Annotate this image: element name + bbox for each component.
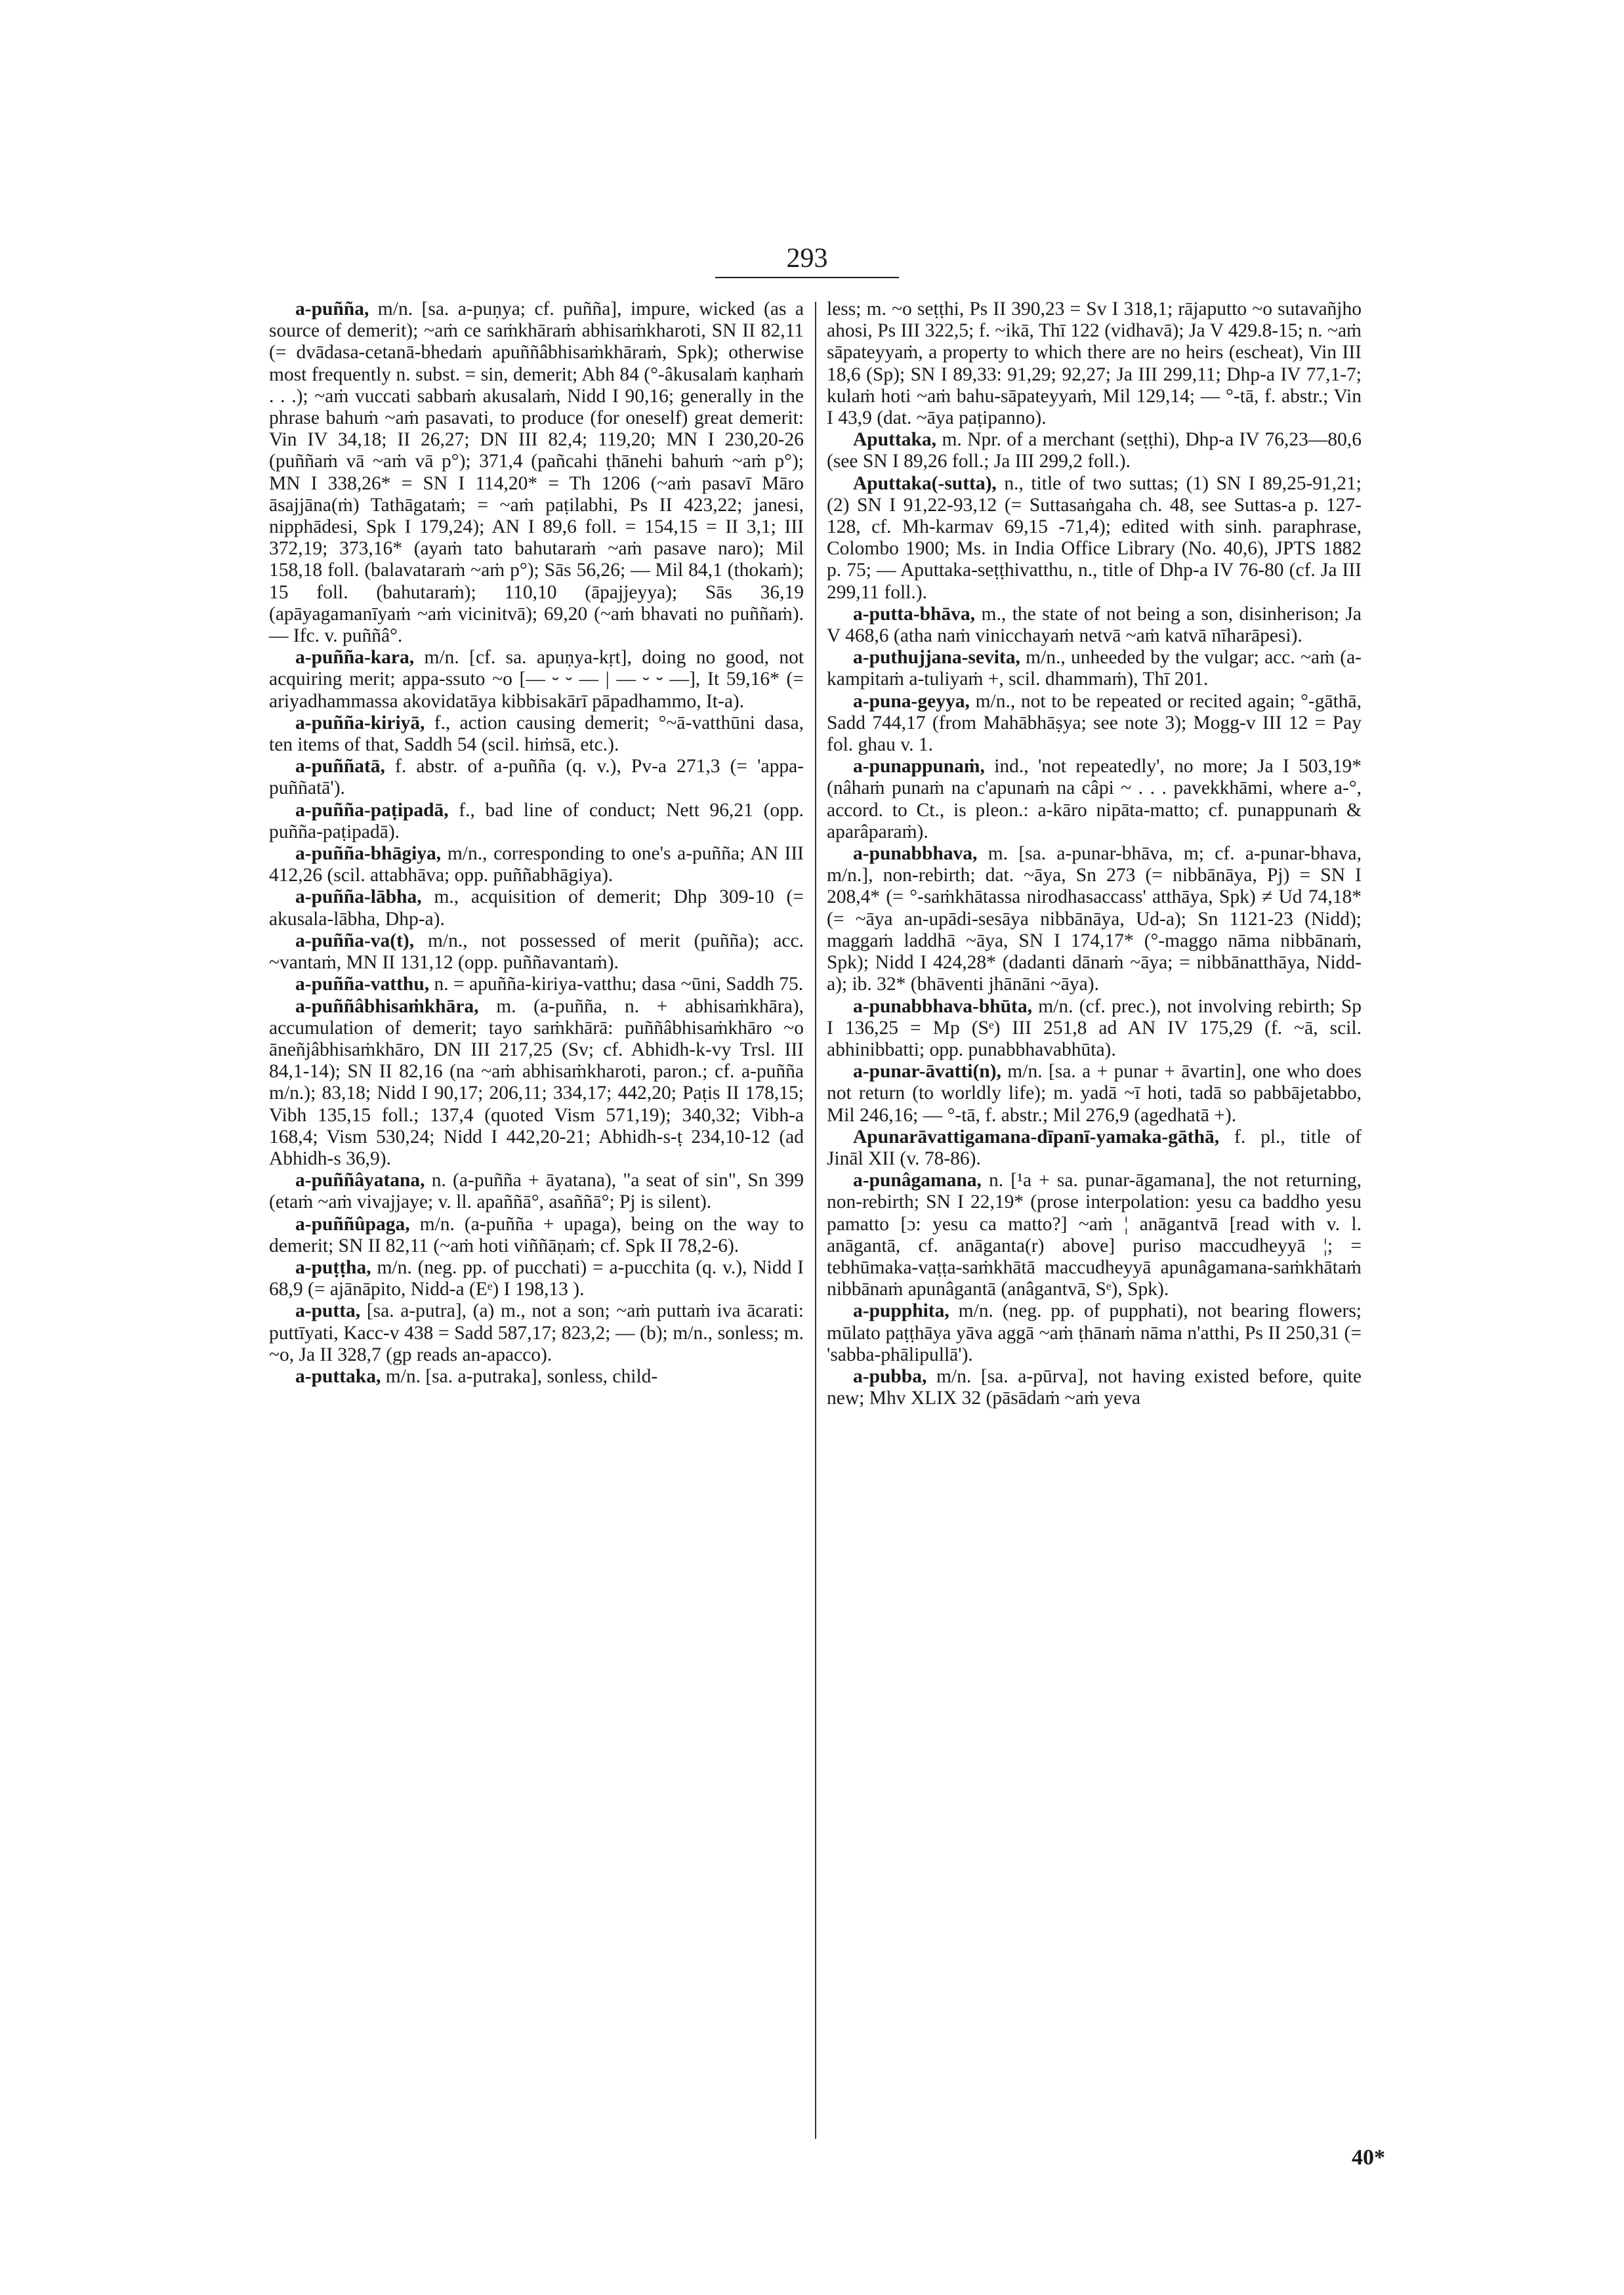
entry-text: m. [sa. a-punar-bhāva, m; cf. a-punar-bhava, m/n.], non-rebirth; dat. ~āya, Sn 273 (= nibbānāya, Pj) = SN I 208,4* (= °-saṁkhātassa nirodhasaccass' atthāya, Spk) ≠ Ud 74,18* (= ~āya an-upādi-sesāya nibbānāya, Ud-a); Sn 1121-23 (Nidd); maggaṁ laddhā ~āya, SN I 174,17* (°-maggo nāma nibbānaṁ, Spk); Nidd I 424,28* (dadanti dānaṁ ~āya; = nibbānatthāya, Nidd-a); ib. 32* (bhāventi jhānāni ~āya).: [827, 843, 1362, 995]
entry-text: m/n. (a-puñña + upaga), being on the way to demerit; SN II 82,11 (~aṁ hoti viññāṇaṁ; cf. Spk II 78,2-6).: [269, 1213, 804, 1256]
entry-text: ind., 'not repeatedly', no more; Ja I 503,19* (nâhaṁ punaṁ na c'apunaṁ na câpi ~ . . . pavekkhāmi, where a-°, accord. to Ct., is pleon.: a-kāro nipāta-matto; cf. punappunaṁ & aparâparaṁ).: [827, 756, 1362, 842]
dictionary-entry: [827, 647, 1362, 690]
entry-text: less; m. ~o seṭṭhi, Ps II 390,23 = Sv I 318,1; rājaputto ~o sutavañjho ahosi, Ps III 322,5; f. ~ikā, Thī 122 (vidhavā); Ja V 429.8-15; n. ~aṁ sāpateyyaṁ, a property to which there are no heirs (escheat), Vin III 18,6 (Sp); SN I 89,33: 91,29; 92,27; Ja III 299,11; Dhp-a IV 77,1-7; kulaṁ hoti ~aṁ bahu-sāpateyyaṁ, Mil 129,14; — °-tā, f. abstr.; Vin I 43,9 (dat. ~āya paṭipanno).: [827, 299, 1362, 429]
left-column: [269, 299, 804, 1388]
page-number: 293: [786, 243, 828, 274]
dictionary-entry: [827, 1366, 1362, 1409]
entry-headword: a-punar-āvatti(n),: [853, 1061, 1001, 1083]
dictionary-entry: [827, 1061, 1362, 1127]
dictionary-entry: [269, 886, 804, 930]
entry-text: n. = apuñña-kiriya-vatthu; dasa ~ūni, Saddh 75.: [434, 974, 804, 995]
dictionary-entry: [827, 691, 1362, 756]
entry-headword: a-pubba,: [853, 1365, 927, 1387]
entry-text: m/n. (cf. prec.), not involving rebirth; Sp I 136,25 = Mp (Sᵉ) III 251,8 ad AN IV 175,29 (f. ~ā, scil. abhinibbatti; opp. punabbhavabhūta).: [827, 995, 1362, 1060]
dictionary-entry: [827, 1300, 1362, 1366]
entry-headword: a-puññâyatana,: [295, 1170, 425, 1191]
column-divider: [815, 302, 816, 2139]
entry-text: m/n. [sa. a + punar + āvartin], one who does not return (to worldly life); m. yadā ~ī hoti, tadā so pabbājetabbo, Mil 246,16; — °-tā, f. abstr.; Mil 276,9 (agedhatā +).: [827, 1061, 1362, 1126]
entry-headword: a-pupphita,: [853, 1300, 949, 1322]
entry-headword: a-puna-geyya,: [853, 690, 970, 712]
entry-headword: a-punappunaṁ,: [853, 756, 985, 777]
entry-headword: Apunarāvattigamana-dīpanī-yamaka-gāthā,: [853, 1126, 1220, 1148]
dictionary-entry: [269, 756, 804, 799]
entry-text: m., the state of not being a son, disinherison; Ja V 468,6 (atha naṁ vinicchayaṁ netvā ~aṁ katvā nīharāpesi).: [827, 603, 1362, 647]
dictionary-entry: [269, 1366, 804, 1388]
entry-headword: a-puttaka,: [295, 1365, 381, 1387]
entry-headword: a-puñña-paṭipadā,: [295, 799, 449, 821]
dictionary-entry: [827, 756, 1362, 843]
dictionary-entry: [827, 473, 1362, 604]
entry-headword: a-puñña-vatthu,: [295, 974, 430, 995]
dictionary-entry: [269, 996, 804, 1170]
entry-headword: a-putta-bhāva,: [853, 603, 976, 625]
dictionary-entry: [269, 974, 804, 995]
dictionary-entry: [269, 1170, 804, 1213]
entry-headword: a-punabbhava,: [853, 843, 978, 865]
entry-text: m/n. [sa. a-putraka], sonless, child-: [385, 1365, 658, 1387]
entry-text: m/n., not possessed of merit (puñña); acc. ~vantaṁ, MN II 131,12 (opp. puññavantaṁ).: [269, 930, 804, 974]
entry-headword: a-puññâbhisaṁkhāra,: [295, 995, 479, 1017]
entry-text: m/n. (neg. pp. of pupphati), not bearing flowers; mūlato paṭṭhāya yāva aggā ~aṁ ṭhānaṁ nāma n'atthi, Ps II 250,31 (= 'sabba-phālipullā').: [827, 1300, 1362, 1365]
entry-headword: a-puñña-kiriyā,: [295, 712, 425, 734]
page-signature: 40*: [1352, 2145, 1385, 2170]
entry-headword: a-puññûpaga,: [295, 1213, 410, 1235]
entry-text: m. Npr. of a merchant (seṭṭhi), Dhp-a IV 76,23—80,6 (see SN I 89,26 foll.; Ja III 299,2 foll.).: [827, 429, 1362, 472]
right-column: [827, 299, 1362, 1409]
entry-text: m/n. (neg. pp. of pucchati) = a-pucchita (q. v.), Nidd I 68,9 (= ajānāpito, Nidd-a (Eᵉ) I 198,13 ).: [269, 1256, 804, 1300]
entry-text: m/n. [sa. a-puṇya; cf. puñña], impure, wicked (as a source of demerit); ~aṁ ce saṁkhāraṁ abhisaṁkharoti, SN II 82,11 (= dvādasa-cetanā-bhedaṁ apuññâbhisaṁkhāraṁ, Spk); otherwise most frequently n. subst. = sin, demerit; Abh 84 (°-âkusalaṁ kaṇhaṁ . . .); ~aṁ vuccati sabbaṁ akusalaṁ, Nidd I 90,16; generally in the phrase bahuṁ ~aṁ pasavati, to produce (for oneself) great demerit: Vin IV 34,18; II 26,27; DN III 82,4; 119,20; MN I 230,20-26 (puññaṁ vā ~aṁ vā p°); 371,4 (pañcahi ṭhānehi bahuṁ ~aṁ p°); MN I 338,26* = SN I 114,20* = Th 1206 (~aṁ pasavī Māro āsajjāna(ṁ) Tathāgataṁ; = ~aṁ paṭilabhi, Ps II 423,22; janesi, nipphādesi, Spk I 179,24); AN I 89,6 foll. = 154,15 = II 3,1; III 372,19; 373,16* (ayaṁ tato bahutaraṁ ~aṁ pasave naro); Mil 158,18 foll. (balavataraṁ ~aṁ p°); Sās 56,26; — Mil 84,1 (thokaṁ); 15 foll. (bahutaraṁ); 110,10 (āpajjeyya); Sās 36,19 (apāyagamanīyaṁ ~aṁ vicinitvā); 69,20 (~aṁ bhavati no puññaṁ). — Ifc. v. puññâ°.: [269, 299, 804, 647]
entry-text: m/n., not to be repeated or recited again; °-gāthā, Sadd 744,17 (from Mahābhāṣya; see note 3); Mogg-v III 12 = Pay fol. ghau v. 1.: [827, 690, 1362, 756]
dictionary-entry: [269, 800, 804, 843]
dictionary-entry: [827, 1127, 1362, 1170]
dictionary-entry: [269, 1257, 804, 1300]
entry-headword: a-puñña-kara,: [295, 647, 415, 669]
dictionary-entry: [269, 930, 804, 974]
dictionary-entry: [827, 429, 1362, 472]
entry-headword: a-puñña-va(t),: [295, 930, 415, 951]
entry-text: n. [¹a + sa. punar-āgamana], the not returning, non-rebirth; SN I 22,19* (prose interpolation: yesu ca baddho yesu pamatto [ɔ: yesu ca matto?] ~aṁ ¦ anāgantvā [read with v. l. anāgantā, cf. anāganta(r) above] puriso maccudheyyā ¦; = tebhūmaka-vaṭṭa-saṁkhātā maccudheyyā apunâgamana-saṁkhātaṁ nibbānaṁ apunâgantā (anâgantvā, Sᵉ), Spk).: [827, 1170, 1362, 1300]
entry-text: m/n., corresponding to one's a-puñña; AN III 412,26 (scil. attabhāva; opp. puññabhāgiya).: [269, 843, 804, 886]
entry-text: m/n., unheeded by the vulgar; acc. ~aṁ (a-kampitaṁ a-tuliyaṁ +, scil. dhammaṁ), Thī 201.: [827, 647, 1362, 690]
entry-text: m., acquisition of demerit; Dhp 309-10 (= akusala-lābha, Dhp-a).: [269, 886, 804, 930]
entry-text: f. abstr. of a-puñña (q. v.), Pv-a 271,3 (= 'appa-puññatā').: [269, 756, 804, 799]
entry-text: n., title of two suttas; (1) SN I 89,25-91,21; (2) SN I 91,22-93,12 (= Suttasaṅgaha ch. 48, see Suttas-a p. 127-128, cf. Mh-karmav 69,15 -71,4); edited with sinh. paraphrase, Colombo 1900; Ms. in India Office Library (No. 40,6), JPTS 1882 p. 75; — Aputtaka-seṭṭhivatthu, n., title of Dhp-a IV 76-80 (cf. Ja III 299,11 foll.).: [827, 472, 1362, 603]
entry-headword: a-puñña-bhāgiya,: [295, 843, 442, 865]
entry-text: f. pl., title of Jināl XII (v. 78-86).: [827, 1126, 1362, 1169]
entry-headword: Aputtaka(-sutta),: [853, 472, 997, 494]
dictionary-entry: [269, 1214, 804, 1257]
entry-headword: a-putta,: [295, 1300, 361, 1322]
dictionary-entry: [827, 843, 1362, 995]
header-rule: [715, 277, 899, 278]
entry-headword: a-puñña,: [295, 299, 369, 320]
entry-headword: a-puṭṭha,: [295, 1256, 371, 1278]
dictionary-entry: [269, 1300, 804, 1366]
entry-text: [sa. a-putra], (a) m., not a son; ~aṁ puttaṁ iva ācarati: puttīyati, Kacc-v 438 = Sadd 587,17; 823,2; — (b); m/n., sonless; m. ~o, Ja II 328,7 (gp reads an-apacco).: [269, 1300, 804, 1365]
dictionary-entry-continued: [827, 299, 1362, 429]
entry-headword: a-puthujjana-sevita,: [853, 647, 1020, 669]
entry-headword: a-punabbhava-bhūta,: [853, 995, 1033, 1017]
entry-headword: a-puññatā,: [295, 756, 385, 777]
entry-text: f., bad line of conduct; Nett 96,21 (opp. puñña-paṭipadā).: [269, 799, 804, 842]
dictionary-entry: [269, 299, 804, 647]
dictionary-entry: [269, 647, 804, 713]
entry-headword: a-punâgamana,: [853, 1170, 982, 1191]
entry-headword: a-puñña-lābha,: [295, 886, 422, 908]
entry-text: m/n. [cf. sa. apuṇya-kṛt], doing no good, not acquiring merit; appa-ssuto ~o [— ⏑ ⏑ — | — ⏑ ⏑ —], It 59,16* (= ariyadhammassa akovidatāya kibbisakārī pāpadhammo, It-a).: [269, 647, 804, 712]
dictionary-entry: [827, 996, 1362, 1062]
dictionary-entry: [269, 843, 804, 886]
entry-text: m/n. [sa. a-pūrva], not having existed before, quite new; Mhv XLIX 32 (pāsādaṁ ~aṁ yeva: [827, 1365, 1362, 1409]
entry-text: f., action causing demerit; °~ā-vatthūni dasa, ten items of that, Saddh 54 (scil. hiṁsā, etc.).: [269, 712, 804, 756]
dictionary-entry: [269, 713, 804, 756]
entry-text: m. (a-puñña, n. + abhisaṁkhāra), accumulation of demerit; tayo saṁkhārā: puññâbhisaṁkhāro ~o āneñjâbhisaṁkhāro, DN III 217,25 (Sv; cf. Abhidh-k-vy Trsl. III 84,1-14); SN II 82,16 (na ~aṁ abhisaṁkharoti, paron.; cf. a-puñña m/n.); 83,18; Nidd I 90,17; 206,11; 334,17; 442,20; Paṭis II 178,15; Vibh 135,15 foll.; 137,4 (quoted Vism 571,19); 340,32; Vibh-a 168,4; Vism 530,24; Nidd I 442,20-21; Abhidh-s-ṭ 234,10-12 (ad Abhidh-s 36,9).: [269, 995, 804, 1169]
dictionary-entry: [827, 604, 1362, 647]
dictionary-entry: [827, 1170, 1362, 1300]
entry-headword: Aputtaka,: [853, 429, 937, 451]
entry-text: n. (a-puñña + āyatana), "a seat of sin", Sn 399 (etaṁ ~aṁ vivajjaye; v. ll. apaññā°, asaññā°; Pj is silent).: [269, 1170, 804, 1213]
